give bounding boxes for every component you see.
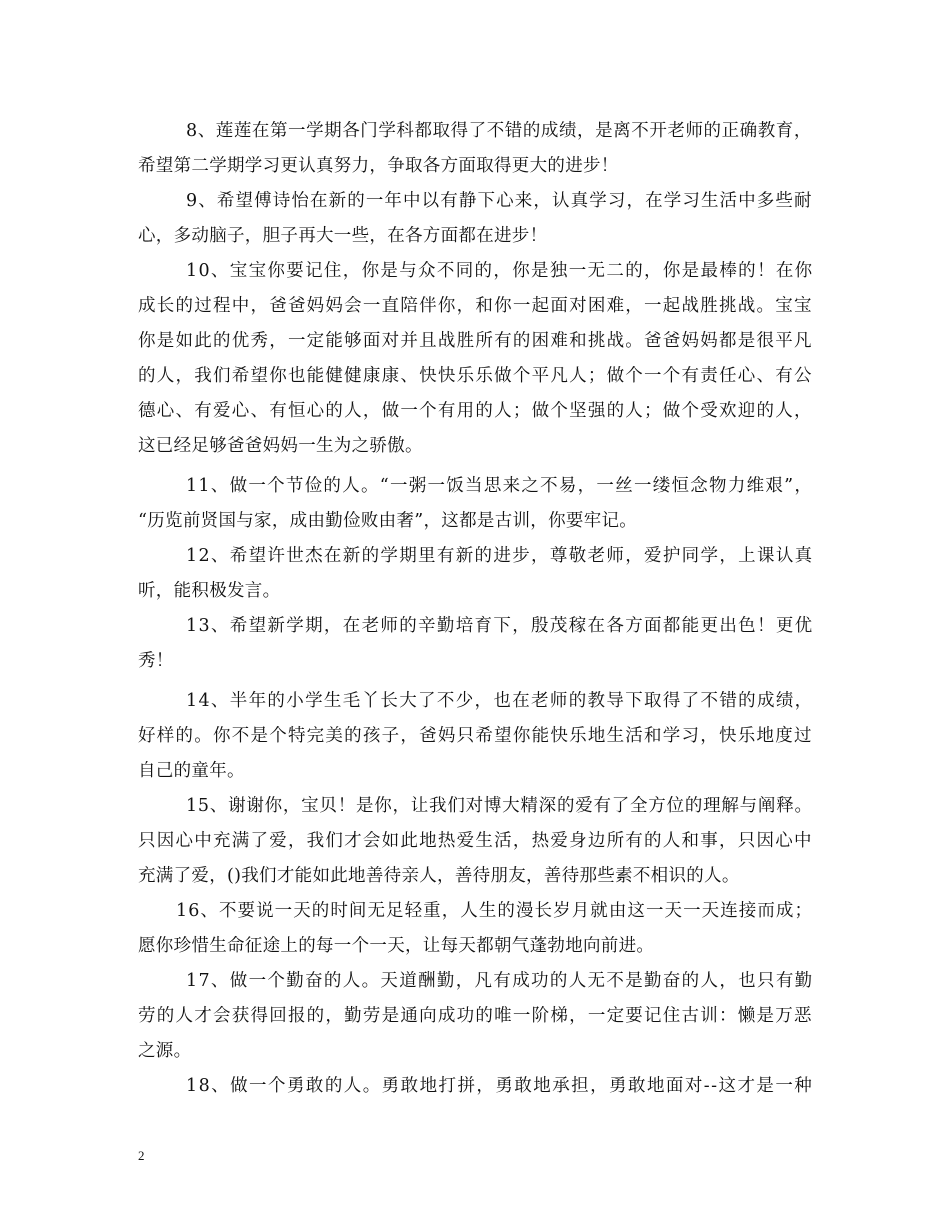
text-line: 16、不要说一天的时间无足轻重，人生的漫长岁月就由这一天一天连接而成； bbox=[176, 901, 814, 921]
page-number: 2 bbox=[138, 1148, 145, 1163]
text-line: 13、希望新学期，在老师的辛勤培育下，殷茂稼在各方面都能更出色！更优 bbox=[186, 616, 814, 636]
text-line: 这已经足够爸爸妈妈一生为之骄傲。 bbox=[138, 436, 423, 456]
text-line: 18、做一个勇敢的人。勇敢地打拼，勇敢地承担，勇敢地面对--这才是一种 bbox=[186, 1076, 814, 1096]
text-line: 11、做一个节俭的人。“一粥一饭当思来之不易，一丝一缕恒念物力维艰”， bbox=[186, 476, 814, 496]
text-line: 12、希望许世杰在新的学期里有新的进步，尊敬老师，爱护同学，上课认真 bbox=[186, 546, 814, 566]
text-line: 好样的。你不是个特完美的孩子，爸妈只希望你能快乐地生活和学习，快乐地度过 bbox=[138, 726, 813, 746]
text-line: 的人，我们希望你也能健健康康、快快乐乐做个平凡人；做个一个有责任心、有公 bbox=[138, 366, 813, 386]
text-line: 之源。 bbox=[138, 1041, 192, 1061]
text-line: 愿你珍惜生命征途上的每一个一天，让每天都朝气蓬勃地向前进。 bbox=[138, 936, 655, 956]
text-line: 心，多动脑子，胆子再大一些，在各方面都在进步！ bbox=[138, 226, 548, 246]
text-line: 9、希望傅诗怡在新的一年中以有静下心来，认真学习，在学习生活中多些耐 bbox=[186, 191, 813, 211]
text-line: 劳的人才会获得回报的，勤劳是通向成功的唯一阶梯，一定要记住古训：懒是万恶 bbox=[138, 1006, 813, 1026]
text-line: 自己的童年。 bbox=[138, 761, 245, 781]
text-line: 10、宝宝你要记住，你是与众不同的，你是独一无二的，你是最棒的！在你 bbox=[186, 261, 814, 281]
text-line: 15、谢谢你，宝贝！是你，让我们对博大精深的爱有了全方位的理解与阐释。 bbox=[186, 796, 813, 816]
text-line: 听，能积极发言。 bbox=[138, 581, 281, 601]
text-line: 14、半年的小学生毛丫长大了不少，也在老师的教导下取得了不错的成绩， bbox=[186, 691, 814, 711]
text-line: 秀！ bbox=[138, 651, 174, 671]
text-line: 希望第二学期学习更认真努力，争取各方面取得更大的进步！ bbox=[138, 156, 619, 176]
text-line: 你是如此的优秀，一定能够面对并且战胜所有的困难和挑战。爸爸妈妈都是很平凡 bbox=[138, 331, 813, 351]
text-line: “历览前贤国与家，成由勤俭败由奢”，这都是古训，你要牢记。 bbox=[138, 511, 638, 531]
text-line: 17、做一个勤奋的人。天道酬勤，凡有成功的人无不是勤奋的人，也只有勤 bbox=[186, 971, 814, 991]
text-line: 只因心中充满了爱，我们才会如此地热爱生活，热爱身边所有的人和事，只因心中 bbox=[138, 831, 813, 851]
text-line: 充满了爱，()我们才能如此地善待亲人，善待朋友，善待那些素不相识的人。 bbox=[138, 866, 740, 886]
text-line: 德心、有爱心、有恒心的人，做一个有用的人；做个坚强的人；做个受欢迎的人， bbox=[138, 401, 813, 421]
text-line: 8、莲莲在第一学期各门学科都取得了不错的成绩，是离不开老师的正确教育， bbox=[186, 121, 812, 141]
text-line: 成长的过程中，爸爸妈妈会一直陪伴你，和你一起面对困难，一起战胜挑战。宝宝 bbox=[138, 296, 813, 316]
